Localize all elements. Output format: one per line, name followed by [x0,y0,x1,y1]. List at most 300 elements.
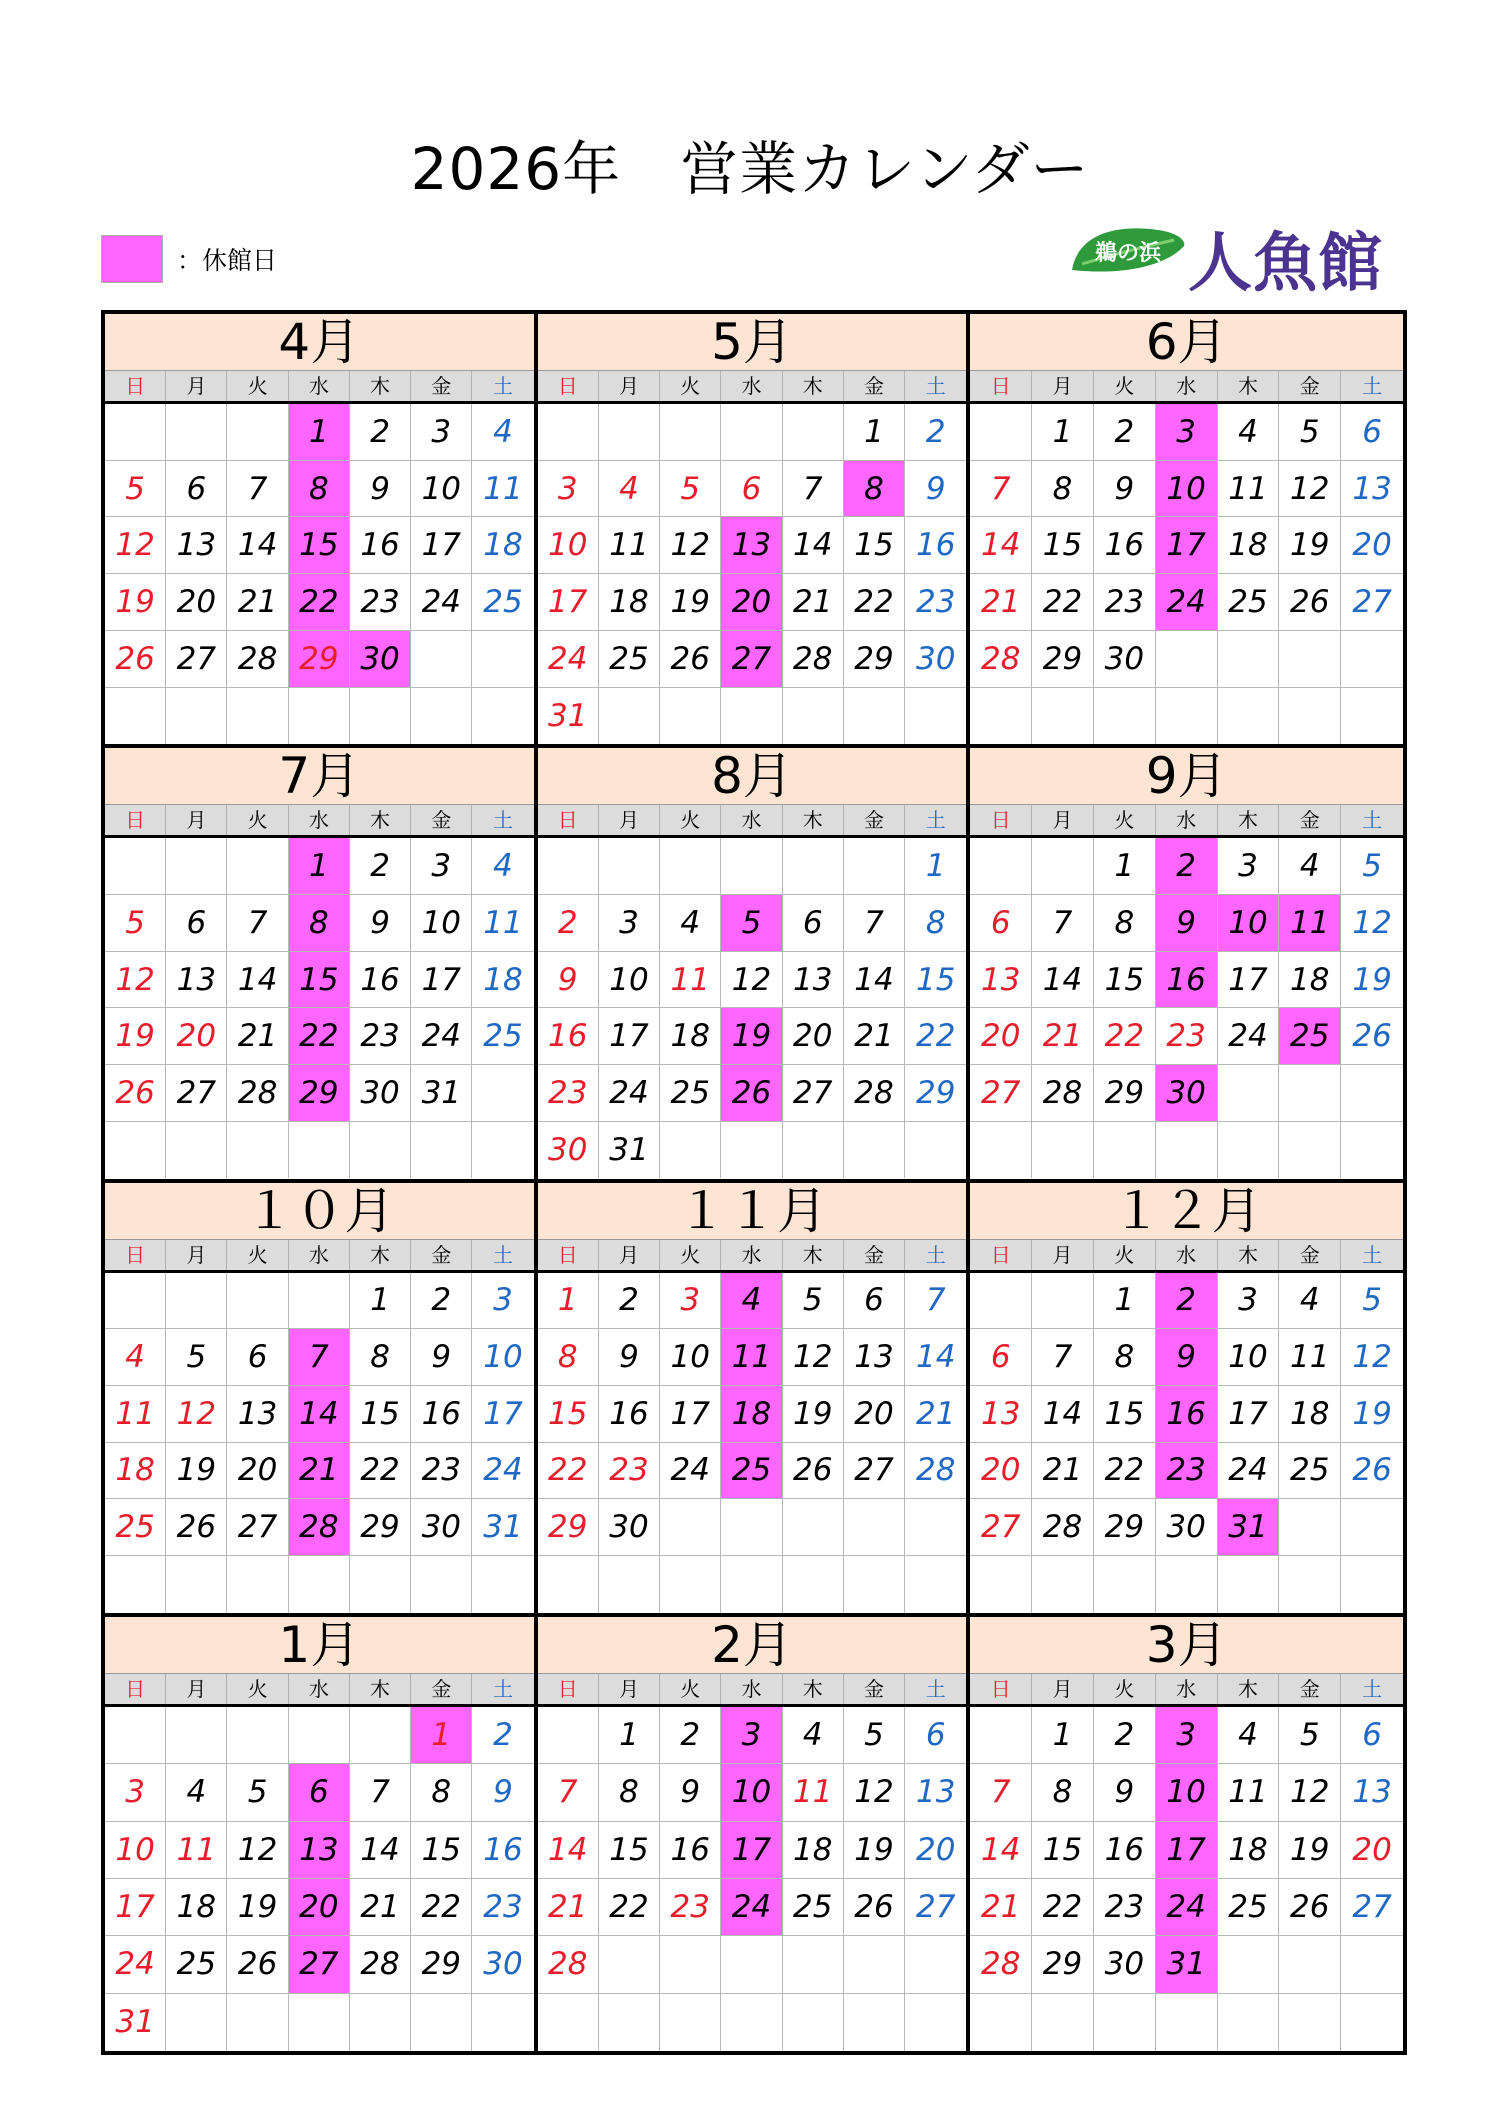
legend-closed-swatch [101,235,163,283]
day-cell: 15 [1032,1822,1094,1879]
empty-cell [1156,688,1218,745]
day-cell: 1 [1032,1707,1094,1764]
day-cell: 20 [721,574,782,631]
empty-cell [289,1994,350,2051]
days-grid [538,838,967,1178]
day-cell: 18 [1218,517,1280,574]
day-cell: 17 [721,1822,782,1879]
month-title: 8月 [538,748,967,805]
weekday-label: 月 [599,1240,660,1270]
weekday-label: 木 [783,371,844,401]
empty-cell [411,1556,472,1613]
empty-cell [538,404,599,461]
day-cell: 15 [289,517,350,574]
month-2027-1 [105,1617,538,2051]
weekday-label: 日 [105,371,166,401]
empty-cell [1218,1556,1280,1613]
day-cell: 26 [105,1065,166,1122]
empty-cell [721,1556,782,1613]
day-cell: 27 [970,1065,1032,1122]
days-grid [970,838,1403,1178]
weekday-label: 日 [538,371,599,401]
weekday-label: 火 [227,371,288,401]
day-cell: 23 [472,1879,533,1936]
day-cell: 16 [660,1822,721,1879]
weekday-header [105,805,534,838]
day-cell: 5 [166,1329,227,1386]
day-cell: 17 [538,574,599,631]
day-cell: 6 [1341,404,1403,461]
empty-cell [783,1936,844,1993]
day-cell: 5 [844,1707,905,1764]
day-cell: 15 [905,952,966,1009]
day-cell: 19 [166,1443,227,1500]
weekday-header [538,371,967,404]
weekday-header [970,805,1403,838]
weekday-label: 日 [105,1240,166,1270]
day-cell: 21 [227,574,288,631]
day-cell: 16 [905,517,966,574]
day-cell: 13 [783,952,844,1009]
weekday-label: 火 [227,1674,288,1704]
day-cell: 9 [350,461,411,518]
day-cell: 26 [721,1065,782,1122]
legend [101,235,277,283]
empty-cell [599,688,660,745]
empty-cell [350,1994,411,2051]
empty-cell [289,1273,350,1330]
month-title: 6月 [970,314,1403,371]
day-cell: 10 [472,1329,533,1386]
empty-cell [844,838,905,895]
day-cell: 25 [1279,1008,1341,1065]
day-cell: 7 [538,1764,599,1821]
day-cell: 28 [844,1065,905,1122]
day-cell: 22 [538,1443,599,1500]
empty-cell [472,1994,533,2051]
day-cell: 9 [599,1329,660,1386]
day-cell: 18 [1218,1822,1280,1879]
empty-cell [1156,1556,1218,1613]
empty-cell [844,1556,905,1613]
day-cell: 7 [905,1273,966,1330]
weekday-label: 水 [721,1674,782,1704]
day-cell: 31 [538,688,599,745]
empty-cell [660,688,721,745]
day-cell: 29 [289,1065,350,1122]
day-cell: 20 [166,574,227,631]
day-cell: 27 [1341,1879,1403,1936]
day-cell: 6 [1341,1707,1403,1764]
day-cell: 25 [721,1443,782,1500]
weekday-header [538,1674,967,1707]
day-cell: 27 [844,1443,905,1500]
day-cell: 12 [105,952,166,1009]
empty-cell [1341,631,1403,688]
day-cell: 28 [970,631,1032,688]
day-cell: 22 [1094,1443,1156,1500]
day-cell: 23 [1094,1879,1156,1936]
empty-cell [1218,1122,1280,1179]
empty-cell [472,1556,533,1613]
day-cell: 2 [350,404,411,461]
empty-cell [1032,1556,1094,1613]
weekday-label: 金 [844,805,905,835]
day-cell: 25 [472,574,533,631]
day-cell: 13 [970,952,1032,1009]
day-cell: 27 [289,1936,350,1993]
day-cell: 2 [905,404,966,461]
empty-cell [105,1273,166,1330]
day-cell: 17 [411,517,472,574]
day-cell: 21 [844,1008,905,1065]
empty-cell [227,1994,288,2051]
day-cell: 19 [1279,517,1341,574]
empty-cell [227,404,288,461]
day-cell: 27 [783,1065,844,1122]
day-cell: 15 [1094,1386,1156,1443]
day-cell: 19 [1341,952,1403,1009]
day-cell: 12 [1341,895,1403,952]
weekday-label: 水 [1156,1240,1218,1270]
day-cell: 13 [1341,461,1403,518]
empty-cell [721,838,782,895]
day-cell: 11 [1218,461,1280,518]
day-cell: 8 [905,895,966,952]
empty-cell [783,838,844,895]
day-cell: 11 [1279,1329,1341,1386]
empty-cell [599,404,660,461]
day-cell: 27 [227,1499,288,1556]
month-2026-10 [105,1183,538,1617]
day-cell: 23 [599,1443,660,1500]
day-cell: 1 [905,838,966,895]
day-cell: 19 [1279,1822,1341,1879]
empty-cell [905,688,966,745]
day-cell: 5 [1341,1273,1403,1330]
day-cell: 28 [350,1936,411,1993]
day-cell: 25 [472,1008,533,1065]
day-cell: 3 [599,895,660,952]
day-cell: 9 [1094,461,1156,518]
day-cell: 10 [1218,1329,1280,1386]
weekday-label: 金 [844,371,905,401]
empty-cell [105,1707,166,1764]
day-cell: 1 [411,1707,472,1764]
weekday-label: 金 [844,1674,905,1704]
day-cell: 18 [1279,1386,1341,1443]
days-grid [105,838,534,1178]
month-2026-5 [538,314,971,748]
day-cell: 25 [599,631,660,688]
empty-cell [166,1273,227,1330]
day-cell: 13 [1341,1764,1403,1821]
day-cell: 28 [1032,1499,1094,1556]
empty-cell [1032,1994,1094,2051]
day-cell: 24 [660,1443,721,1500]
month-2026-9 [970,748,1403,1182]
weekday-label: 火 [1094,1240,1156,1270]
weekday-label: 日 [538,1674,599,1704]
day-cell: 1 [350,1273,411,1330]
day-cell: 29 [1032,1936,1094,1993]
empty-cell [1341,1936,1403,1993]
day-cell: 2 [660,1707,721,1764]
day-cell: 22 [599,1879,660,1936]
weekday-header [105,371,534,404]
day-cell: 30 [599,1499,660,1556]
day-cell: 4 [1279,838,1341,895]
weekday-label: 金 [1279,805,1341,835]
day-cell: 8 [289,461,350,518]
day-cell: 20 [166,1008,227,1065]
empty-cell [970,1556,1032,1613]
day-cell: 11 [721,1329,782,1386]
day-cell: 1 [538,1273,599,1330]
weekday-label: 土 [925,374,946,398]
day-cell: 13 [844,1329,905,1386]
day-cell: 1 [289,838,350,895]
day-cell: 20 [905,1822,966,1879]
day-cell: 12 [105,517,166,574]
day-cell: 30 [538,1122,599,1179]
day-cell: 5 [1279,1707,1341,1764]
weekday-label: 日 [538,1240,599,1270]
empty-cell [660,1499,721,1556]
day-cell: 14 [350,1822,411,1879]
day-cell: 30 [411,1499,472,1556]
empty-cell [289,1707,350,1764]
day-cell: 28 [538,1936,599,1993]
day-cell: 9 [905,461,966,518]
empty-cell [472,688,533,745]
day-cell: 28 [289,1499,350,1556]
weekday-label: 水 [1156,371,1218,401]
day-cell: 13 [970,1386,1032,1443]
empty-cell [538,1556,599,1613]
day-cell: 4 [472,404,533,461]
weekday-label: 木 [783,1240,844,1270]
day-cell: 19 [783,1386,844,1443]
day-cell: 1 [1094,838,1156,895]
day-cell: 14 [905,1329,966,1386]
day-cell: 22 [411,1879,472,1936]
day-cell: 7 [1032,895,1094,952]
day-cell: 2 [538,895,599,952]
day-cell: 6 [844,1273,905,1330]
day-cell: 1 [1032,404,1094,461]
weekday-label: 水 [1156,1674,1218,1704]
weekday-label: 金 [411,805,472,835]
days-grid [105,1273,534,1613]
empty-cell [105,688,166,745]
day-cell: 3 [1156,1707,1218,1764]
weekday-label: 木 [783,1674,844,1704]
empty-cell [905,1122,966,1179]
empty-cell [538,1707,599,1764]
day-cell: 27 [166,1065,227,1122]
empty-cell [350,1122,411,1179]
day-cell: 2 [1094,404,1156,461]
empty-cell [1341,1065,1403,1122]
day-cell: 22 [289,574,350,631]
empty-cell [350,1556,411,1613]
empty-cell [721,1994,782,2051]
day-cell: 10 [1218,895,1280,952]
day-cell: 14 [783,517,844,574]
day-cell: 31 [1156,1936,1218,1993]
empty-cell [227,1707,288,1764]
day-cell: 20 [1341,517,1403,574]
day-cell: 29 [1032,631,1094,688]
weekday-label: 日 [105,805,166,835]
day-cell: 4 [721,1273,782,1330]
empty-cell [660,1994,721,2051]
empty-cell [1094,688,1156,745]
empty-cell [1094,1994,1156,2051]
empty-cell [721,1122,782,1179]
weekday-label: 木 [350,1240,411,1270]
day-cell: 25 [1218,574,1280,631]
empty-cell [599,1556,660,1613]
day-cell: 26 [1341,1443,1403,1500]
day-cell: 12 [660,517,721,574]
day-cell: 7 [844,895,905,952]
logo-text: 人魚館 [1188,227,1383,301]
day-cell: 26 [227,1936,288,1993]
day-cell: 8 [599,1764,660,1821]
day-cell: 6 [289,1764,350,1821]
empty-cell [411,1122,472,1179]
empty-cell [1218,1065,1280,1122]
day-cell: 6 [166,895,227,952]
day-cell: 8 [1032,1764,1094,1821]
weekday-label: 水 [721,805,782,835]
day-cell: 2 [1156,838,1218,895]
weekday-label: 木 [350,371,411,401]
day-cell: 25 [1279,1443,1341,1500]
day-cell: 13 [166,952,227,1009]
weekday-label: 金 [1279,1240,1341,1270]
weekday-label: 月 [166,371,227,401]
month-title: １１月 [538,1183,967,1240]
month-title: 5月 [538,314,967,371]
empty-cell [599,1994,660,2051]
empty-cell [227,688,288,745]
day-cell: 12 [166,1386,227,1443]
empty-cell [905,1556,966,1613]
day-cell: 26 [1279,574,1341,631]
weekday-label: 月 [166,1240,227,1270]
empty-cell [1156,1122,1218,1179]
day-cell: 29 [411,1936,472,1993]
day-cell: 27 [905,1879,966,1936]
day-cell: 3 [1156,404,1218,461]
day-cell: 1 [599,1707,660,1764]
weekday-label: 土 [925,1676,946,1701]
day-cell: 12 [1279,1764,1341,1821]
weekday-label: 月 [166,805,227,835]
day-cell: 20 [289,1879,350,1936]
day-cell: 25 [660,1065,721,1122]
day-cell: 7 [227,461,288,518]
day-cell: 22 [905,1008,966,1065]
day-cell: 26 [1279,1879,1341,1936]
weekday-label: 月 [166,1674,227,1704]
day-cell: 4 [472,838,533,895]
empty-cell [1279,1556,1341,1613]
day-cell: 18 [105,1443,166,1500]
empty-cell [472,631,533,688]
day-cell: 13 [905,1764,966,1821]
weekday-label: 金 [411,1674,472,1704]
legend-label: ：休館日 [177,246,278,275]
day-cell: 19 [1341,1386,1403,1443]
empty-cell [660,1556,721,1613]
day-cell: 18 [166,1879,227,1936]
empty-cell [844,1994,905,2051]
day-cell: 9 [660,1764,721,1821]
day-cell: 7 [783,461,844,518]
day-cell: 6 [783,895,844,952]
day-cell: 19 [721,1008,782,1065]
day-cell: 14 [1032,1386,1094,1443]
day-cell: 6 [905,1707,966,1764]
day-cell: 7 [970,461,1032,518]
empty-cell [166,1994,227,2051]
day-cell: 7 [350,1764,411,1821]
empty-cell [1279,1994,1341,2051]
month-title: 3月 [970,1617,1403,1674]
day-cell: 3 [411,404,472,461]
empty-cell [783,1499,844,1556]
empty-cell [472,1122,533,1179]
weekday-label: 火 [1094,805,1156,835]
day-cell: 29 [289,631,350,688]
day-cell: 28 [970,1936,1032,1993]
day-cell: 11 [783,1764,844,1821]
day-cell: 15 [538,1386,599,1443]
day-cell: 19 [227,1879,288,1936]
day-cell: 29 [844,631,905,688]
day-cell: 11 [472,461,533,518]
month-2026-4 [105,314,538,748]
day-cell: 8 [844,461,905,518]
day-cell: 20 [844,1386,905,1443]
weekday-label: 日 [538,805,599,835]
day-cell: 18 [599,574,660,631]
day-cell: 14 [970,517,1032,574]
empty-cell [970,1273,1032,1330]
weekday-label: 日 [970,371,1032,401]
day-cell: 24 [1218,1008,1280,1065]
weekday-label: 火 [227,805,288,835]
day-cell: 21 [538,1879,599,1936]
empty-cell [599,1936,660,1993]
day-cell: 21 [970,574,1032,631]
day-cell: 9 [472,1764,533,1821]
empty-cell [166,1707,227,1764]
day-cell: 3 [1218,1273,1280,1330]
day-cell: 22 [1032,574,1094,631]
empty-cell [1094,1556,1156,1613]
day-cell: 19 [844,1822,905,1879]
weekday-label: 土 [493,808,514,833]
day-cell: 10 [599,952,660,1009]
empty-cell [1218,631,1280,688]
weekday-label: 木 [1218,1674,1280,1704]
weekday-label: 木 [1218,371,1280,401]
